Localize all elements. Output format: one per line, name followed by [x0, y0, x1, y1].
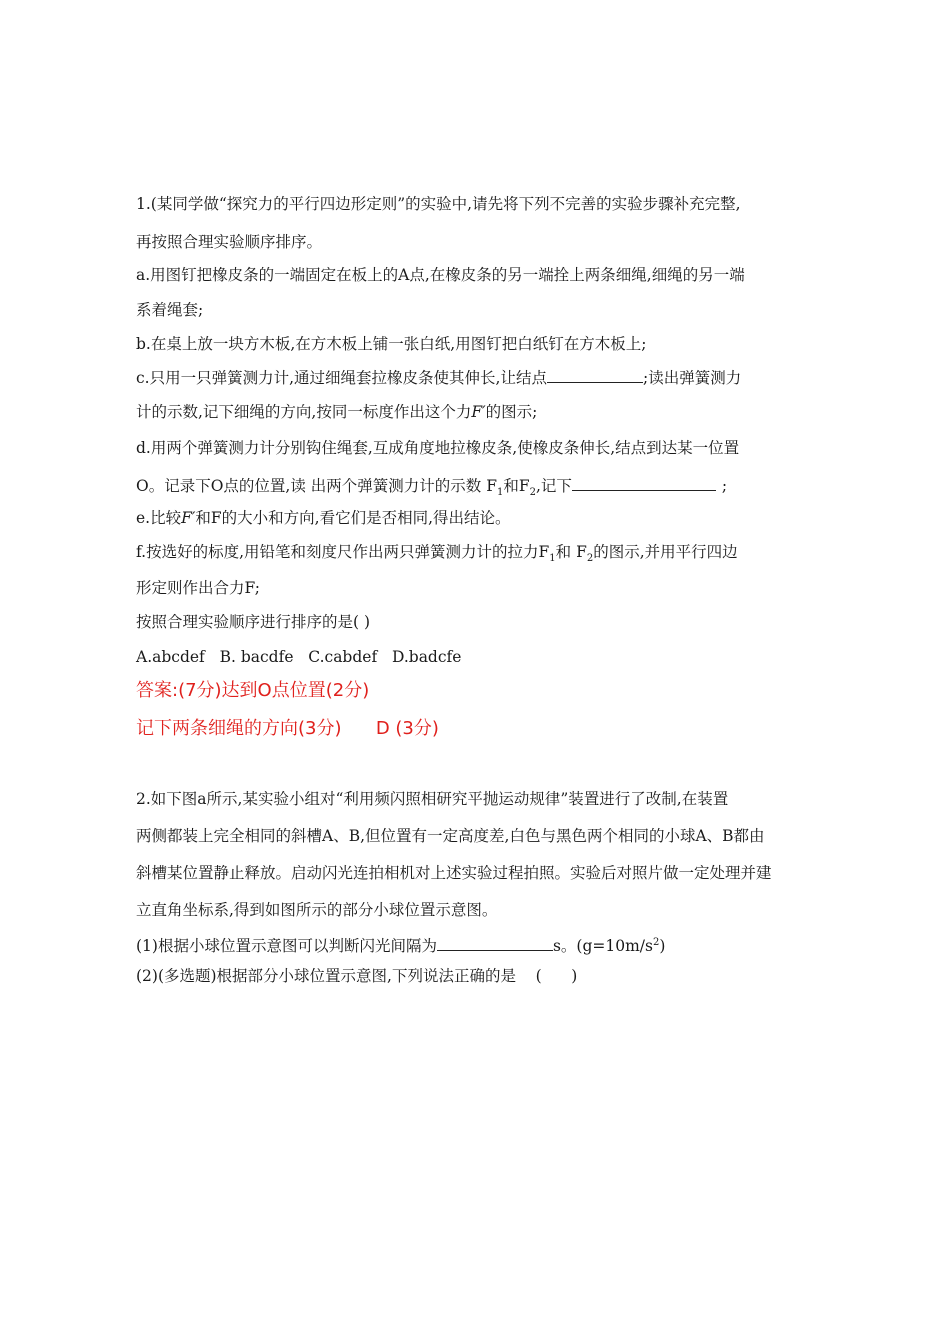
step-d-line1: d.用两个弹簧测力计分别钩住绳套,互成角度地拉橡皮条,使橡皮条伸长,结点到达某一位置 [136, 439, 740, 457]
answer-options: A.abcdef B. bacdfe C.cabdef D.badcfe [136, 648, 462, 666]
step-d-line2: O。记录下O点的位置,读 出两个弹簧测力计的示数 $F_1$和$F_2$,记下 ; [136, 474, 826, 504]
step-e: e.比较F′和F的大小和方向,看它们是否相同,得出结论。 [136, 509, 511, 527]
blank-d [572, 474, 716, 491]
step-c-line1: c.只用一只弹簧测力计,通过细绳套拉橡皮条使其伸长,让结点 ;读出弹簧测力 [136, 366, 826, 389]
blank-c [547, 366, 643, 383]
step-c-line2: 计的示数,记下细绳的方向,按同一标度作出这个力F′的图示; [136, 403, 538, 421]
q2-intro-line4: 立直角坐标系,得到如图所示的部分小球位置示意图。 [136, 901, 498, 919]
q1-intro-line1: 1.(某同学做“探究力的平行四边形定则”的实验中,请先将下列不完善的实验步骤补充完整, [136, 195, 741, 213]
force-f-prime: F′ [471, 403, 486, 421]
step-f-line2: 形定则作出合力F; [136, 579, 260, 597]
blank-interval [437, 934, 553, 951]
q1-intro-line2: 再按照合理实验顺序排序。 [136, 233, 323, 251]
step-a-line2: 系着绳套; [136, 301, 204, 319]
ordering-question: 按照合理实验顺序进行排序的是( ) [136, 613, 371, 631]
step-b: b.在桌上放一块方木板,在方木板上铺一张白纸,用图钉把白纸钉在方木板上; [136, 335, 647, 353]
q2-part1: (1)根据小球位置示意图可以判断闪光间隔为 s。$(g=10m/s^2)$ [136, 932, 826, 957]
q2-intro-line2: 两侧都装上完全相同的斜槽A、B,但位置有一定高度差,白色与黑色两个相同的小球A、B都由 [136, 827, 765, 845]
q2-intro-line1: 2.如下图a所示,某实验小组对“利用频闪照相研究平抛运动规律”装置进行了改制,在装置 [136, 790, 729, 808]
q2-intro-line3: 斜槽某位置静止释放。启动闪光连拍相机对上述实验过程拍照。实验后对照片做一定处理并建 [136, 864, 772, 882]
answer-line1: 答案:(7分)达到O点位置(2分) [136, 680, 370, 701]
step-a-line1: a.用图钉把橡皮条的一端固定在板上的A点,在橡皮条的另一端拴上两条细绳,细绳的另一端 [136, 266, 745, 284]
step-f-line1: f.按选好的标度,用铅笔和刻度尺作出两只弹簧测力计的拉力$F_1$和 $F_2$的图示,并用平行四边 [136, 543, 738, 565]
answer-line2: 记下两条细绳的方向(3分) D (3分) [136, 718, 439, 739]
q2-part2: (2)(多选题)根据部分小球位置示意图,下列说法正确的是 ( ) [136, 967, 578, 985]
force-f-prime-e: F′ [181, 509, 196, 527]
